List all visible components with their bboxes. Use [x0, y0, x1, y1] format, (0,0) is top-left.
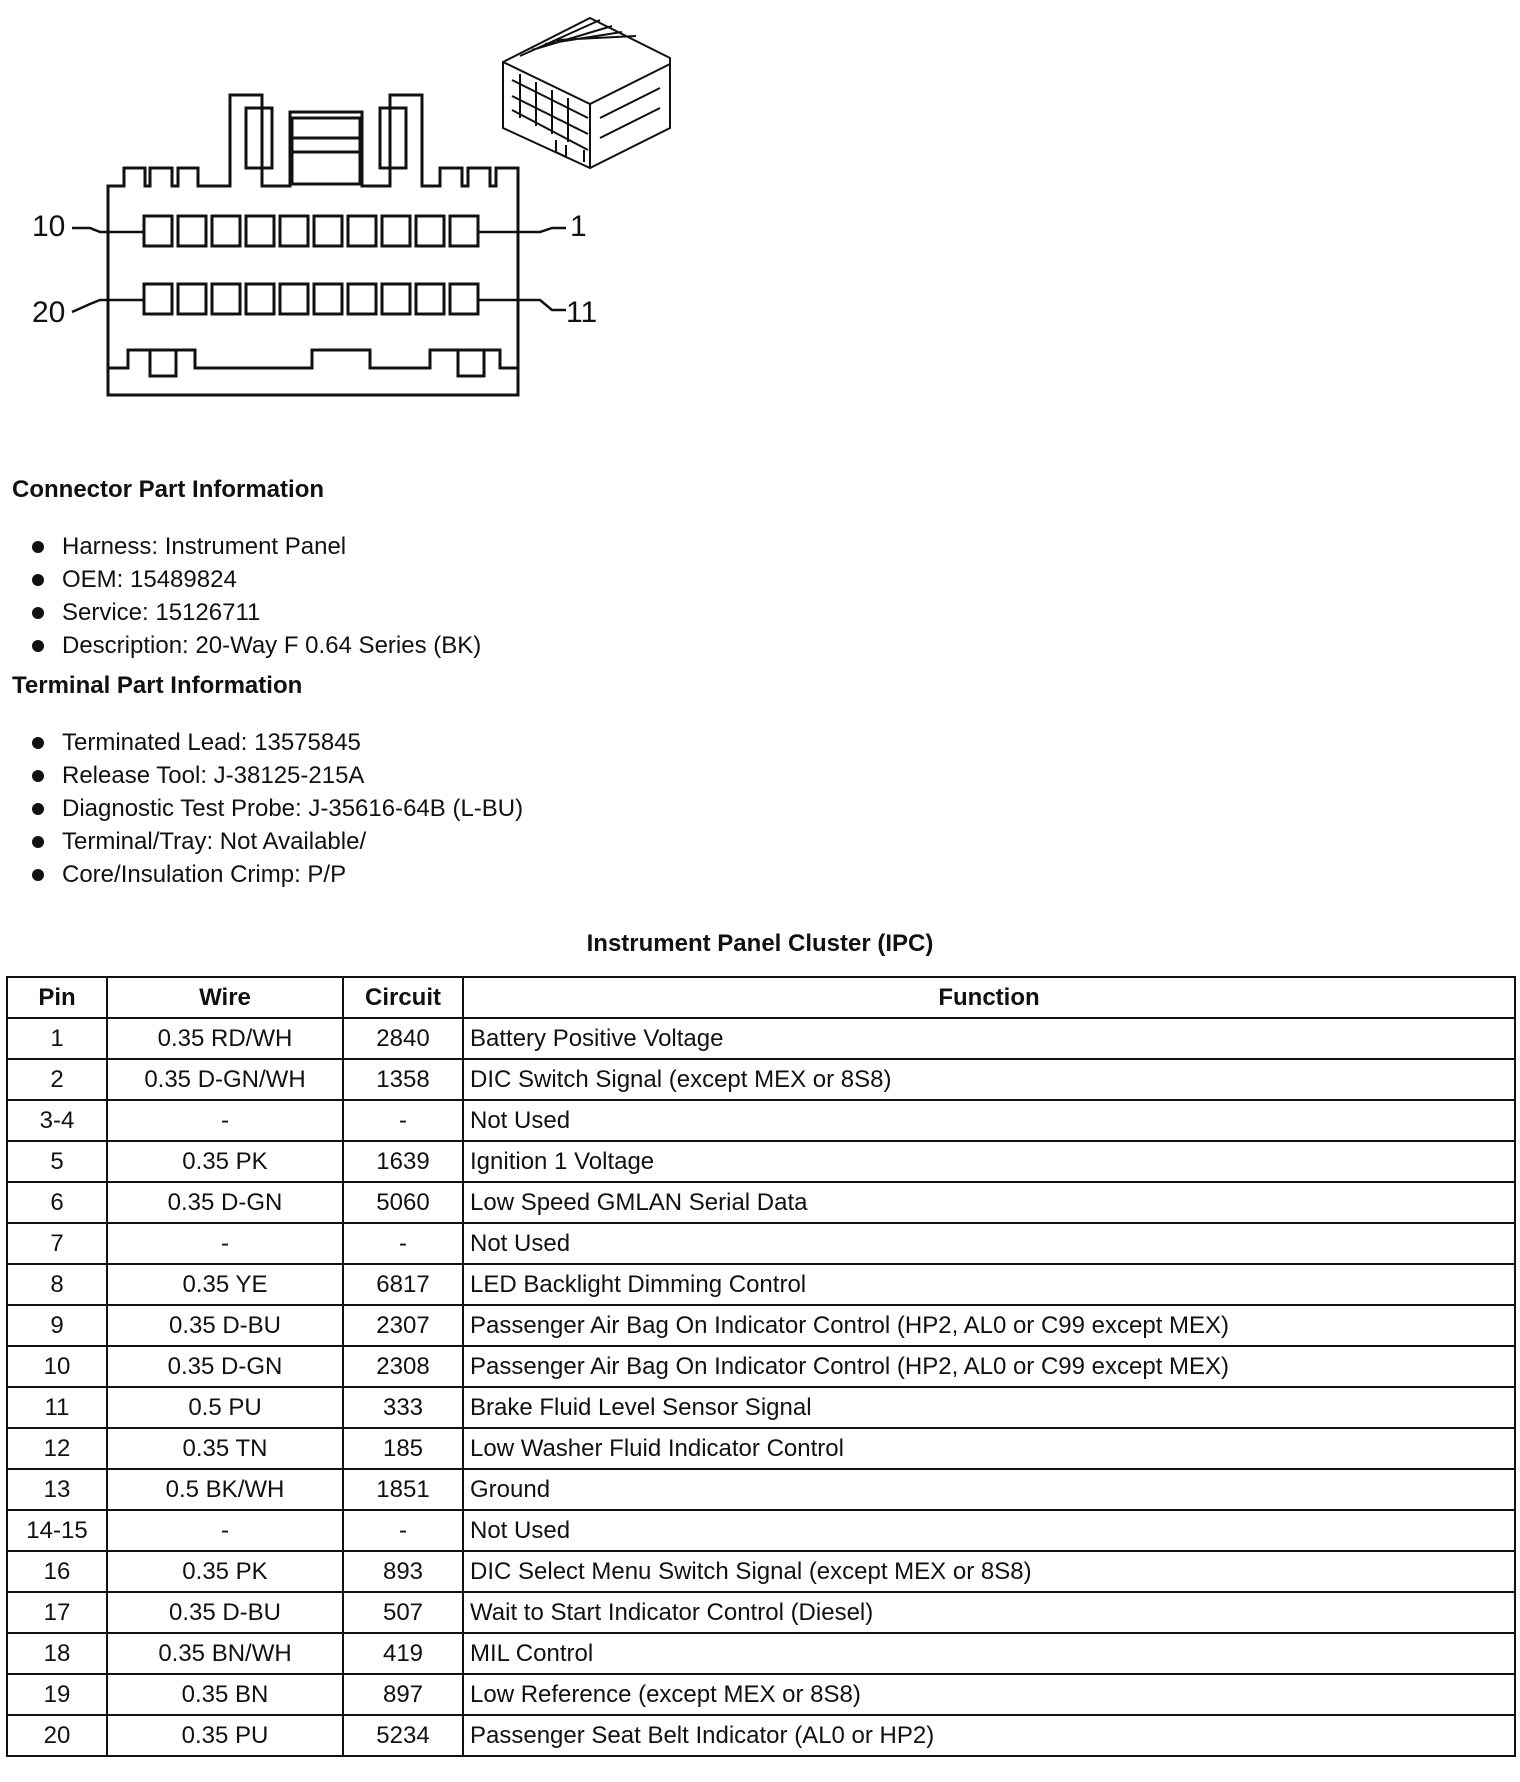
cell-wire: 0.35 PK	[107, 1551, 343, 1592]
bullet-icon	[32, 836, 44, 848]
table-row	[7, 1346, 1515, 1387]
cell-pin: 13	[7, 1469, 107, 1510]
terminal-part-heading: Terminal Part Information	[12, 672, 303, 699]
cell-circuit: 2308	[343, 1346, 463, 1387]
table-row	[7, 1100, 1515, 1141]
cell-circuit: 5060	[343, 1182, 463, 1223]
table-row	[7, 1715, 1515, 1756]
cell-function: Battery Positive Voltage	[463, 1018, 1515, 1059]
cell-circuit: 893	[343, 1551, 463, 1592]
cell-function: Passenger Air Bag On Indicator Control (HP2, AL0 or C99 except MEX)	[463, 1305, 1515, 1346]
cell-pin: 16	[7, 1551, 107, 1592]
cell-pin: 8	[7, 1264, 107, 1305]
column-header-circuit: Circuit	[343, 977, 463, 1018]
pin-cavity	[144, 216, 172, 246]
cell-function: Passenger Air Bag On Indicator Control (HP2, AL0 or C99 except MEX)	[463, 1346, 1515, 1387]
bullet-icon	[32, 574, 44, 586]
pin-cavity	[450, 284, 478, 314]
cell-wire: 0.35 D-GN/WH	[107, 1059, 343, 1100]
cell-wire: 0.35 PU	[107, 1715, 343, 1756]
cell-circuit: 2307	[343, 1305, 463, 1346]
list-item-text: Diagnostic Test Probe: J-35616-64B (L-BU)	[62, 795, 524, 822]
list-item	[30, 596, 481, 629]
cell-function: DIC Select Menu Switch Signal (except MEX or 8S8)	[463, 1551, 1515, 1592]
column-header-function: Function	[463, 977, 1515, 1018]
cell-circuit: -	[343, 1223, 463, 1264]
cell-pin: 14-15	[7, 1510, 107, 1551]
table-row	[7, 1633, 1515, 1674]
table-header-row	[7, 977, 1515, 1018]
list-item	[30, 825, 523, 858]
pin-cavity	[314, 284, 342, 314]
cell-circuit: 897	[343, 1674, 463, 1715]
cell-function: Low Washer Fluid Indicator Control	[463, 1428, 1515, 1469]
cell-pin: 5	[7, 1141, 107, 1182]
cell-function: Low Speed GMLAN Serial Data	[463, 1182, 1515, 1223]
connector-part-heading: Connector Part Information	[12, 476, 325, 503]
table-row	[7, 1551, 1515, 1592]
pin-cavity	[416, 284, 444, 314]
cell-wire: 0.35 PK	[107, 1141, 343, 1182]
cell-wire: 0.35 BN	[107, 1674, 343, 1715]
pin-cavity	[348, 284, 376, 314]
cell-function: LED Backlight Dimming Control	[463, 1264, 1515, 1305]
list-item	[30, 530, 481, 563]
cell-pin: 12	[7, 1428, 107, 1469]
table-row	[7, 1674, 1515, 1715]
pin-label-20: 20	[32, 296, 66, 329]
connector-face-diagram	[0, 0, 700, 420]
table-row	[7, 1141, 1515, 1182]
cell-function: Low Reference (except MEX or 8S8)	[463, 1674, 1515, 1715]
cell-wire: -	[107, 1223, 343, 1264]
cell-circuit: 2840	[343, 1018, 463, 1059]
bullet-icon	[32, 770, 44, 782]
list-item-text: Description: 20-Way F 0.64 Series (BK)	[62, 632, 482, 659]
cell-wire: 0.35 D-GN	[107, 1182, 343, 1223]
list-item	[30, 759, 523, 792]
list-item-text: Terminated Lead: 13575845	[62, 729, 361, 756]
connector-part-list	[30, 530, 481, 662]
pin-cavity	[246, 284, 274, 314]
table-row	[7, 1305, 1515, 1346]
cell-pin: 9	[7, 1305, 107, 1346]
pin-cavity	[280, 216, 308, 246]
table-body	[7, 1018, 1515, 1756]
cell-wire: 0.35 D-GN	[107, 1346, 343, 1387]
column-header-pin: Pin	[7, 977, 107, 1018]
cell-wire: 0.35 TN	[107, 1428, 343, 1469]
cell-wire: 0.35 BN/WH	[107, 1633, 343, 1674]
cell-circuit: 419	[343, 1633, 463, 1674]
table-row	[7, 1592, 1515, 1633]
cell-pin: 2	[7, 1059, 107, 1100]
table-title: Instrument Panel Cluster (IPC)	[586, 930, 934, 957]
table-row	[7, 1510, 1515, 1551]
pin-cavity	[178, 216, 206, 246]
pin-label-11: 11	[566, 296, 598, 329]
list-item	[30, 858, 523, 891]
pin-cavity	[280, 284, 308, 314]
pin-cavity	[416, 216, 444, 246]
list-item	[30, 792, 523, 825]
cell-circuit: 1358	[343, 1059, 463, 1100]
list-item-text: Terminal/Tray: Not Available/	[62, 828, 367, 855]
list-item-text: Harness: Instrument Panel	[62, 533, 347, 560]
cell-circuit: -	[343, 1100, 463, 1141]
cell-wire: 0.35 D-BU	[107, 1305, 343, 1346]
bullet-icon	[32, 607, 44, 619]
cell-circuit: 1639	[343, 1141, 463, 1182]
cell-function: MIL Control	[463, 1633, 1515, 1674]
cell-pin: 18	[7, 1633, 107, 1674]
list-item	[30, 726, 523, 759]
bullet-icon	[32, 640, 44, 652]
table-row	[7, 1059, 1515, 1100]
cell-function: Not Used	[463, 1223, 1515, 1264]
pin-cavity	[246, 216, 274, 246]
pin-cavity	[314, 216, 342, 246]
pin-cavity	[178, 284, 206, 314]
table-row	[7, 1428, 1515, 1469]
list-item-text: OEM: 15489824	[62, 566, 237, 593]
cell-circuit: 1851	[343, 1469, 463, 1510]
cell-pin: 1	[7, 1018, 107, 1059]
bullet-icon	[32, 541, 44, 553]
cell-pin: 7	[7, 1223, 107, 1264]
cell-wire: 0.5 BK/WH	[107, 1469, 343, 1510]
bullet-icon	[32, 869, 44, 881]
list-item-text: Release Tool: J-38125-215A	[62, 762, 365, 789]
bullet-icon	[32, 737, 44, 749]
list-item-text: Core/Insulation Crimp: P/P	[62, 861, 347, 888]
cell-pin: 19	[7, 1674, 107, 1715]
cell-function: DIC Switch Signal (except MEX or 8S8)	[463, 1059, 1515, 1100]
pin-cavity	[212, 216, 240, 246]
cell-pin: 10	[7, 1346, 107, 1387]
column-header-wire: Wire	[107, 977, 343, 1018]
cell-circuit: 333	[343, 1387, 463, 1428]
table-row	[7, 1469, 1515, 1510]
pin-cavity	[382, 216, 410, 246]
cell-circuit: 185	[343, 1428, 463, 1469]
terminal-part-list	[30, 726, 523, 891]
pin-cavity	[144, 284, 172, 314]
pin-label-1: 1	[570, 210, 587, 243]
pin-cavity	[450, 216, 478, 246]
cell-pin: 3-4	[7, 1100, 107, 1141]
cell-function: Not Used	[463, 1510, 1515, 1551]
pin-cavity	[382, 284, 410, 314]
cell-pin: 20	[7, 1715, 107, 1756]
cell-circuit: 6817	[343, 1264, 463, 1305]
cell-function: Ground	[463, 1469, 1515, 1510]
table-row	[7, 1223, 1515, 1264]
cell-wire: 0.35 RD/WH	[107, 1018, 343, 1059]
pinout-table	[6, 976, 1516, 1757]
connector-isometric-sketch	[503, 18, 670, 168]
cell-function: Brake Fluid Level Sensor Signal	[463, 1387, 1515, 1428]
cell-pin: 6	[7, 1182, 107, 1223]
cell-pin: 11	[7, 1387, 107, 1428]
cell-circuit: 507	[343, 1592, 463, 1633]
cell-wire: 0.5 PU	[107, 1387, 343, 1428]
cell-wire: 0.35 D-BU	[107, 1592, 343, 1633]
cell-function: Wait to Start Indicator Control (Diesel)	[463, 1592, 1515, 1633]
cell-function: Passenger Seat Belt Indicator (AL0 or HP2)	[463, 1715, 1515, 1756]
bullet-icon	[32, 803, 44, 815]
list-item	[30, 563, 481, 596]
cell-wire: -	[107, 1100, 343, 1141]
cell-circuit: 5234	[343, 1715, 463, 1756]
cell-wire: 0.35 YE	[107, 1264, 343, 1305]
table-row	[7, 1018, 1515, 1059]
list-item-text: Service: 15126711	[62, 599, 261, 626]
cell-function: Ignition 1 Voltage	[463, 1141, 1515, 1182]
cell-wire: -	[107, 1510, 343, 1551]
table-row	[7, 1264, 1515, 1305]
pin-label-10: 10	[32, 210, 66, 243]
cell-function: Not Used	[463, 1100, 1515, 1141]
cell-pin: 17	[7, 1592, 107, 1633]
cell-circuit: -	[343, 1510, 463, 1551]
table-row	[7, 1387, 1515, 1428]
pin-cavity	[348, 216, 376, 246]
pin-cavity	[212, 284, 240, 314]
list-item	[30, 629, 481, 662]
table-row	[7, 1182, 1515, 1223]
